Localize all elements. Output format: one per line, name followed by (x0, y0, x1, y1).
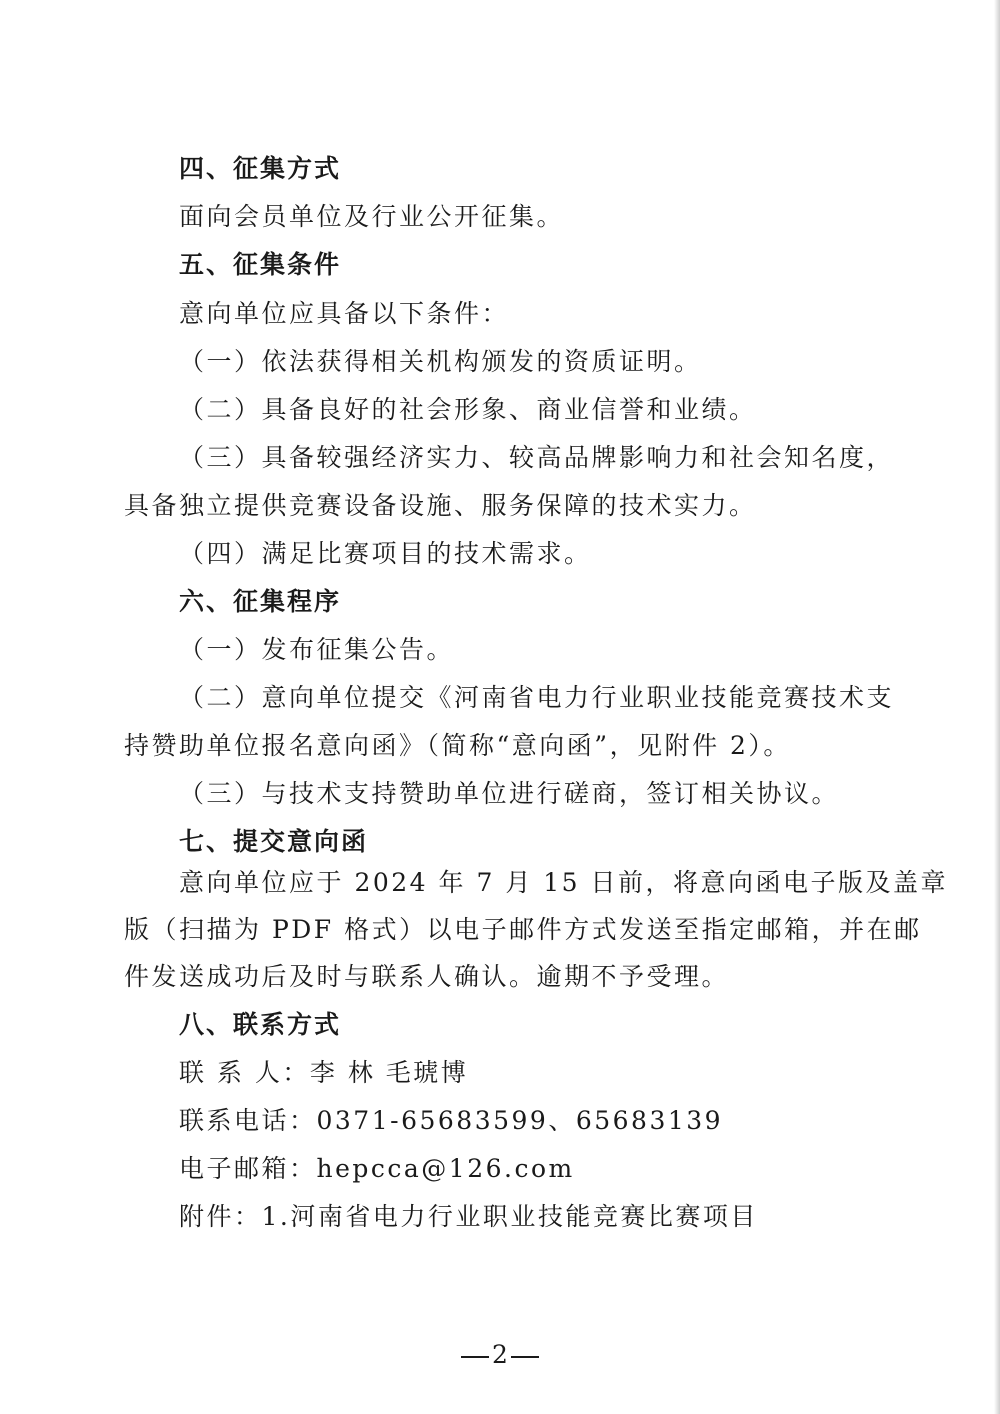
page-number-dash-left (461, 1356, 489, 1358)
paragraph-line: （一）发布征集公告。 (179, 635, 455, 664)
paragraph-line: 具备独立提供竞赛设备设施、服务保障的技术实力。 (124, 491, 757, 520)
paragraph-line: （二）意向单位提交《河南省电力行业职业技能竞赛技术支 (179, 683, 895, 712)
paragraph-line: （一）依法获得相关机构颁发的资质证明。 (179, 347, 702, 376)
paragraph-line: （三）与技术支持赞助单位进行磋商，签订相关协议。 (179, 779, 840, 808)
paragraph-line: （四）满足比赛项目的技术需求。 (179, 539, 592, 568)
paragraph-line: （二）具备良好的社会形象、商业信誉和业绩。 (179, 395, 757, 424)
page-edge-shadow (994, 0, 1000, 1414)
section-heading-4: 四、征集方式 (179, 154, 342, 183)
paragraph-line: 意向单位应具备以下条件： (179, 299, 510, 328)
paragraph-line: 面向会员单位及行业公开征集。 (179, 202, 565, 231)
paragraph-line: 版（扫描为 PDF 格式）以电子邮件方式发送至指定邮箱，并在邮 (124, 915, 922, 944)
section-heading-5: 五、征集条件 (179, 250, 342, 279)
section-heading-7: 七、提交意向函 (179, 827, 369, 856)
page-number-dash-right (511, 1356, 539, 1358)
attachment-line: 附件：1.河南省电力行业职业技能竞赛比赛项目 (179, 1202, 758, 1231)
paragraph-line: （三）具备较强经济实力、较高品牌影响力和社会知名度， (179, 443, 895, 472)
page-number (0, 1340, 1000, 1370)
paragraph-line: 意向单位应于 2024 年 7 月 15 日前，将意向函电子版及盖章 (179, 868, 949, 897)
paragraph-line: 件发送成功后及时与联系人确认。逾期不予受理。 (124, 962, 730, 991)
contact-person: 联 系 人：李 林 毛琥博 (179, 1058, 469, 1087)
section-heading-6: 六、征集程序 (179, 587, 342, 616)
paragraph-line: 持赞助单位报名意向函》（简称“意向函”，见附件 2）。 (124, 731, 791, 760)
page-number-value: 2 (492, 1340, 508, 1369)
section-heading-8: 八、联系方式 (179, 1010, 342, 1039)
contact-phone: 联系电话：0371-65683599、65683139 (179, 1106, 724, 1135)
contact-email: 电子邮箱：hepcca@126.com (179, 1154, 575, 1183)
